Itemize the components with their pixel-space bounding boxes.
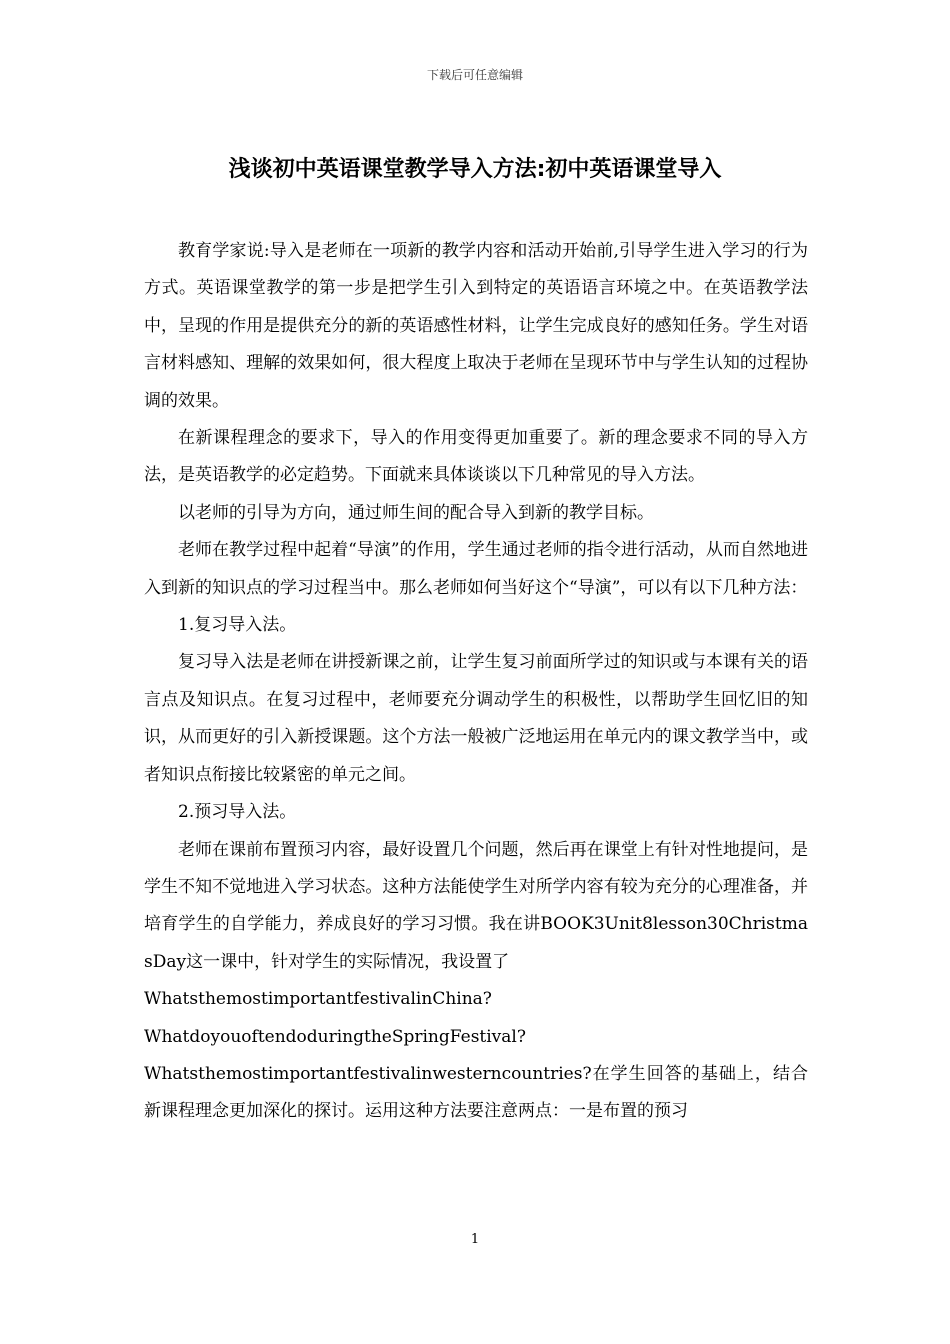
paragraph: 老师在课前布置预习内容，最好设置几个问题，然后再在课堂上有针对性地提问，是学生不知不觉地进入学习状态。这种方法能使学生对所学内容有较为充分的心理准备，并培育学生的自学能力，养成良好的学习习惯。我在讲BOOK3Unit8lesson30ChristmasDay这一课中，针对学生的实际情况，我设置了 bbox=[144, 839, 808, 972]
paragraph: 以老师的引导为方向，通过师生间的配合导入到新的教学目标。 bbox=[178, 502, 654, 523]
paragraph: 教育学家说:导入是老师在一项新的教学内容和活动开始前,引导学生进入学习的行为方式。英语课堂教学的第一步是把学生引入到特定的英语语言环境之中。在英语教学法中，呈现的作用是提供充分的新的英语感性材料，让学生完成良好的感知任务。学生对语言材料感知、理解的效果如何，很大程度上取决于老师在呈现环节中与学生认知的过程协调的效果。 bbox=[144, 241, 808, 411]
question-line: WhatsthemostimportantfestivalinChina? bbox=[144, 989, 492, 1010]
document-body bbox=[144, 233, 808, 1131]
section-heading: 1.复习导入法。 bbox=[178, 615, 297, 636]
paragraph: 复习导入法是老师在讲授新课之前，让学生复习前面所学过的知识或与本课有关的语言点及知识点。在复习过程中，老师要充分调动学生的积极性，以帮助学生回忆旧的知识，从而更好的引入新授课题。这个方法一般被广泛地运用在单元内的课文教学当中，或者知识点衔接比较紧密的单元之间。 bbox=[144, 652, 808, 785]
section-heading: 2.预习导入法。 bbox=[178, 802, 297, 823]
paragraph: 在新课程理念的要求下，导入的作用变得更加重要了。新的理念要求不同的导入方法，是英语教学的必定趋势。下面就来具体谈谈以下几种常见的导入方法。 bbox=[144, 428, 808, 486]
question-line: WhatdoyouoftendoduringtheSpringFestival? bbox=[144, 1026, 526, 1047]
page-number: 1 bbox=[470, 1232, 480, 1247]
document-title: 浅谈初中英语课堂教学导入方法:初中英语课堂导入 bbox=[228, 157, 722, 182]
paragraph: 老师在教学过程中起着“导演”的作用，学生通过老师的指令进行活动，从而自然地进入到新的知识点的学习过程当中。那么老师如何当好这个“导演”，可以有以下几种方法： bbox=[144, 540, 808, 598]
page-header: 下载后可任意编辑 bbox=[426, 68, 523, 82]
paragraph: Whatsthemostimportantfestivalinwesterncountries?在学生回答的基础上，结合新课程理念更加深化的探讨。运用这种方法要注意两点：一是布置的预习 bbox=[144, 1063, 808, 1122]
